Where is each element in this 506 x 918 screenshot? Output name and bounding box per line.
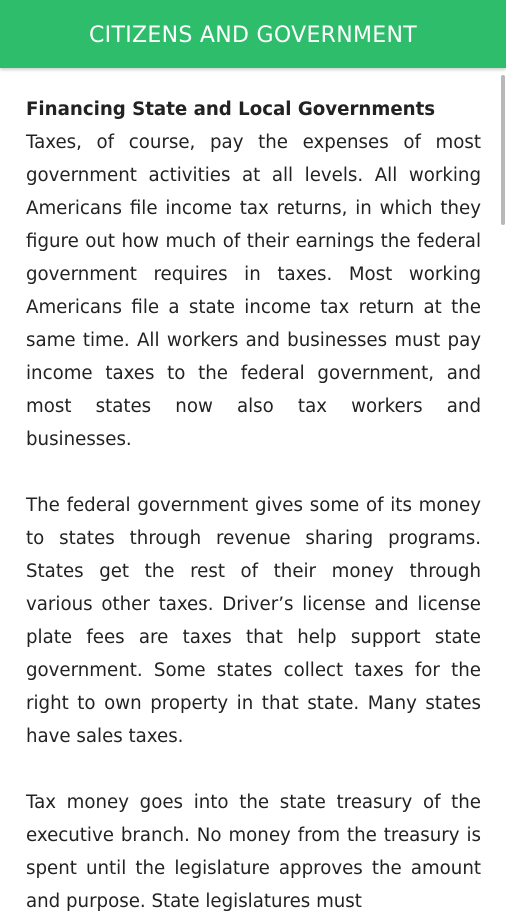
app-title: CITIZENS AND GOVERNMENT [89,22,417,48]
article-body [26,97,481,918]
section-heading: Financing State and Local Governments [26,99,436,120]
paragraph: Tax money goes into the state treasury of the executive branch. No money from the treasury is spent until the legislature approves the amount and purpose. State legislatures must [26,792,481,912]
paragraph: The federal government gives some of its money to states through revenue sharing programs. States get the rest of their money through various other taxes. Driver’s license and license plate fees are taxes that help support state government. Some states collect taxes for the right to own property in that state. Many states have sales taxes. [26,495,481,747]
article-content[interactable] [0,68,506,912]
app-bar [0,0,506,68]
scrollbar[interactable] [501,75,505,225]
paragraph: Taxes, of course, pay the expenses of most government activities at all levels. All working Americans file income tax returns, in which they figure out how much of their earnings the federal government requires in taxes. Most working Americans file a state income tax return at the same time. All workers and businesses must pay income taxes to the federal government, and most states now also tax workers and businesses. [26,132,481,450]
